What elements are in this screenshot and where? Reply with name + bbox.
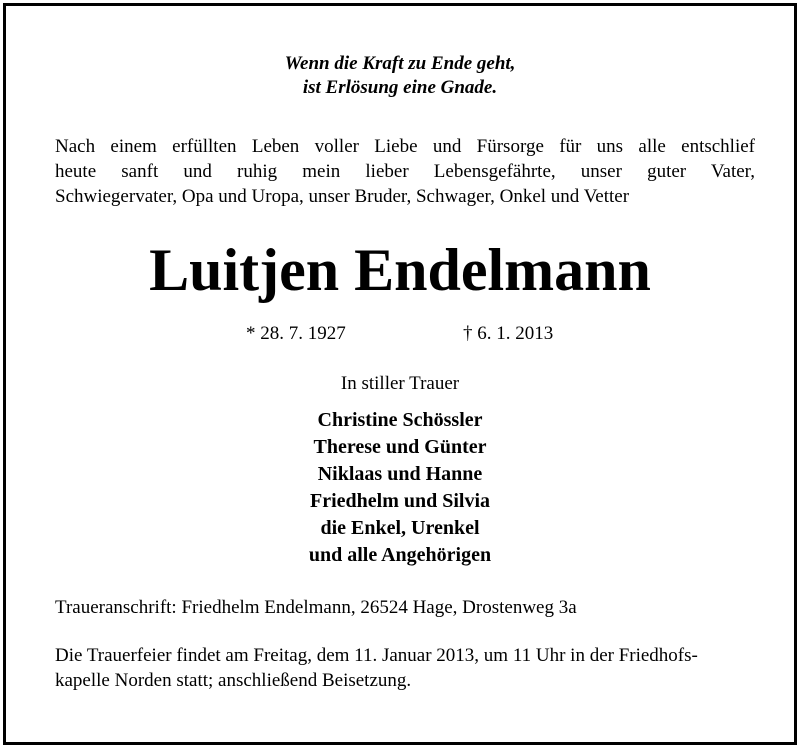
motto-quote (6, 52, 794, 100)
mourner-name: Niklaas und Hanne (317, 463, 483, 485)
intro-line-3: Schwiegervater, Opa und Uropa, unser Bruder, Schwager, Onkel und Vetter (55, 186, 630, 207)
intro-text (55, 134, 755, 209)
mourner-name: die Enkel, Urenkel (320, 517, 480, 539)
funeral-service-info (55, 643, 755, 693)
service-line-2: kapelle Norden statt; anschließend Beisetzung. (55, 670, 412, 691)
obituary-frame (3, 3, 797, 745)
service-line-1: Die Trauerfeier findet am Freitag, dem 11. Januar 2013, um 11 Uhr in der Friedhofs- (55, 645, 698, 666)
birth-date: * 28. 7. 1927 (246, 323, 346, 344)
mourners-list (6, 407, 794, 569)
motto-line-2: ist Erlösung eine Gnade. (302, 77, 498, 98)
intro-line-1: Nach einem erfüllten Leben voller Liebe und Fürsorge für uns alle entschlief (55, 136, 755, 157)
intro-line-2: heute sanft und ruhig mein lieber Lebensgefährte, unser guter Vater, (55, 161, 755, 182)
mourning-heading: In stiller Trauer (340, 373, 460, 394)
mourner-name: Christine Schössler (317, 409, 483, 431)
mourner-name: und alle Angehörigen (308, 544, 492, 566)
deceased-name: Luitjen Endelmann (149, 237, 651, 303)
motto-line-1: Wenn die Kraft zu Ende geht, (284, 53, 516, 74)
death-date: † 6. 1. 2013 (463, 323, 554, 344)
mourner-name: Friedhelm und Silvia (309, 490, 491, 512)
mourner-name: Therese und Günter (313, 436, 487, 458)
mourning-address: Traueranschrift: Friedhelm Endelmann, 26524 Hage, Drostenweg 3a (55, 597, 577, 618)
